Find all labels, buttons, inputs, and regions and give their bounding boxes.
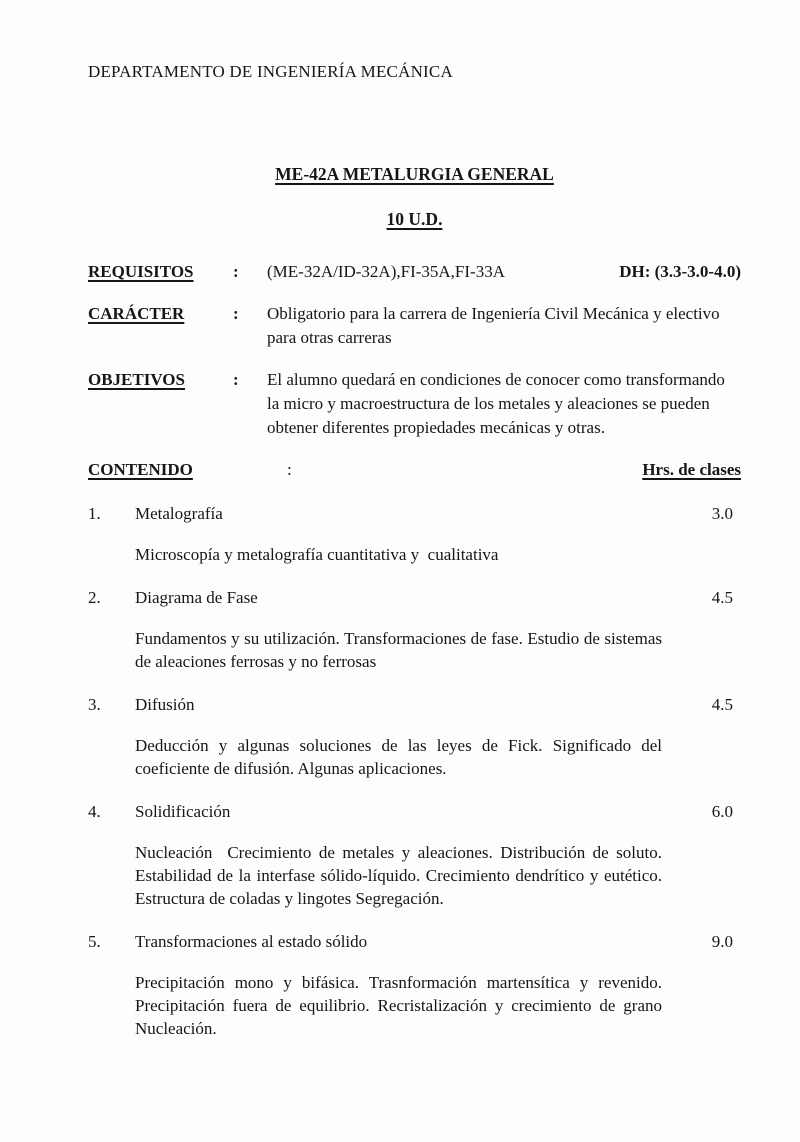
item-description: Deducción y algunas soluciones de las leyes de Fick. Significado del coeficiente de difusión. Algunas aplicaciones. [135, 736, 667, 778]
item-number: 5. [88, 932, 101, 951]
caracter-colon: : [233, 304, 239, 323]
contenido-header-row [88, 458, 741, 482]
course-title: ME-42A METALURGIA GENERAL [275, 164, 554, 184]
requisitos-colon: : [233, 262, 239, 281]
item-title: Difusión [135, 695, 195, 714]
content-items [88, 502, 741, 1040]
contenido-label: CONTENIDO [88, 460, 193, 479]
objetivos-label: OBJETIVOS [88, 370, 185, 389]
field-row-requisitos [88, 260, 741, 284]
hours-column-header: Hrs. de clases [642, 460, 741, 479]
item-hours: 6.0 [711, 802, 733, 821]
item-hours: 3.0 [711, 504, 733, 523]
item-description: Fundamentos y su utilización. Transformaciones de fase. Estudio de sistemas de aleaciones ferrosas y no ferrosas [135, 629, 667, 671]
field-row-objetivos [88, 368, 741, 440]
item-description: Microscopía y metalografía cuantitativa y cualitativa [135, 545, 499, 564]
item-number: 3. [88, 695, 101, 714]
dh-value: DH: (3.3-3.0-4.0) [619, 262, 741, 281]
item-title: Solidificación [135, 802, 231, 821]
item-number: 1. [88, 504, 101, 523]
department-header: DEPARTAMENTO DE INGENIERÍA MECÁNICA [88, 62, 453, 81]
course-credits: 10 U.D. [386, 209, 443, 229]
item-title: Transformaciones al estado sólido [135, 932, 368, 951]
content-item-5 [88, 930, 741, 953]
caracter-value: Obligatorio para la carrera de Ingeniería Civil Mecánica y electivo para otras carreras [267, 304, 720, 347]
title-block [88, 164, 741, 230]
item-title: Metalografía [135, 504, 223, 523]
item-number: 4. [88, 802, 101, 821]
content-item-2 [88, 586, 741, 609]
requisitos-value-row [267, 260, 741, 284]
content-item-1 [88, 502, 741, 525]
requisitos-label: REQUISITOS [88, 262, 194, 281]
objetivos-colon: : [233, 370, 239, 389]
field-row-caracter [88, 302, 741, 350]
item-description: Precipitación mono y bifásica. Trasnformación martensítica y revenido. Precipitación fuera de equilibrio. Recristalización y crecimiento de grano Nucleación. [135, 973, 667, 1038]
item-number: 2. [88, 588, 101, 607]
item-hours: 4.5 [711, 588, 733, 607]
item-title: Diagrama de Fase [135, 588, 258, 607]
item-description: Nucleación Crecimiento de metales y aleaciones. Distribución de soluto. Estabilidad de la interfase sólido-líquido. Crecimiento dendrítico y eutético. Estructura de coladas y lingotes Segregación. [135, 843, 667, 908]
requisitos-value: (ME-32A/ID-32A),FI-35A,FI-33A [267, 262, 505, 281]
item-hours: 9.0 [711, 932, 733, 951]
content-item-3 [88, 693, 741, 716]
item-hours: 4.5 [711, 695, 733, 714]
caracter-label: CARÁCTER [88, 304, 185, 323]
content-item-4 [88, 800, 741, 823]
objetivos-value: El alumno quedará en condiciones de conocer como transformando la micro y macroestructura de los metales y aleaciones se pueden obtener diferentes propiedades mecánicas y otras. [267, 370, 725, 437]
contenido-colon: : [287, 460, 292, 479]
field-section [88, 260, 741, 440]
